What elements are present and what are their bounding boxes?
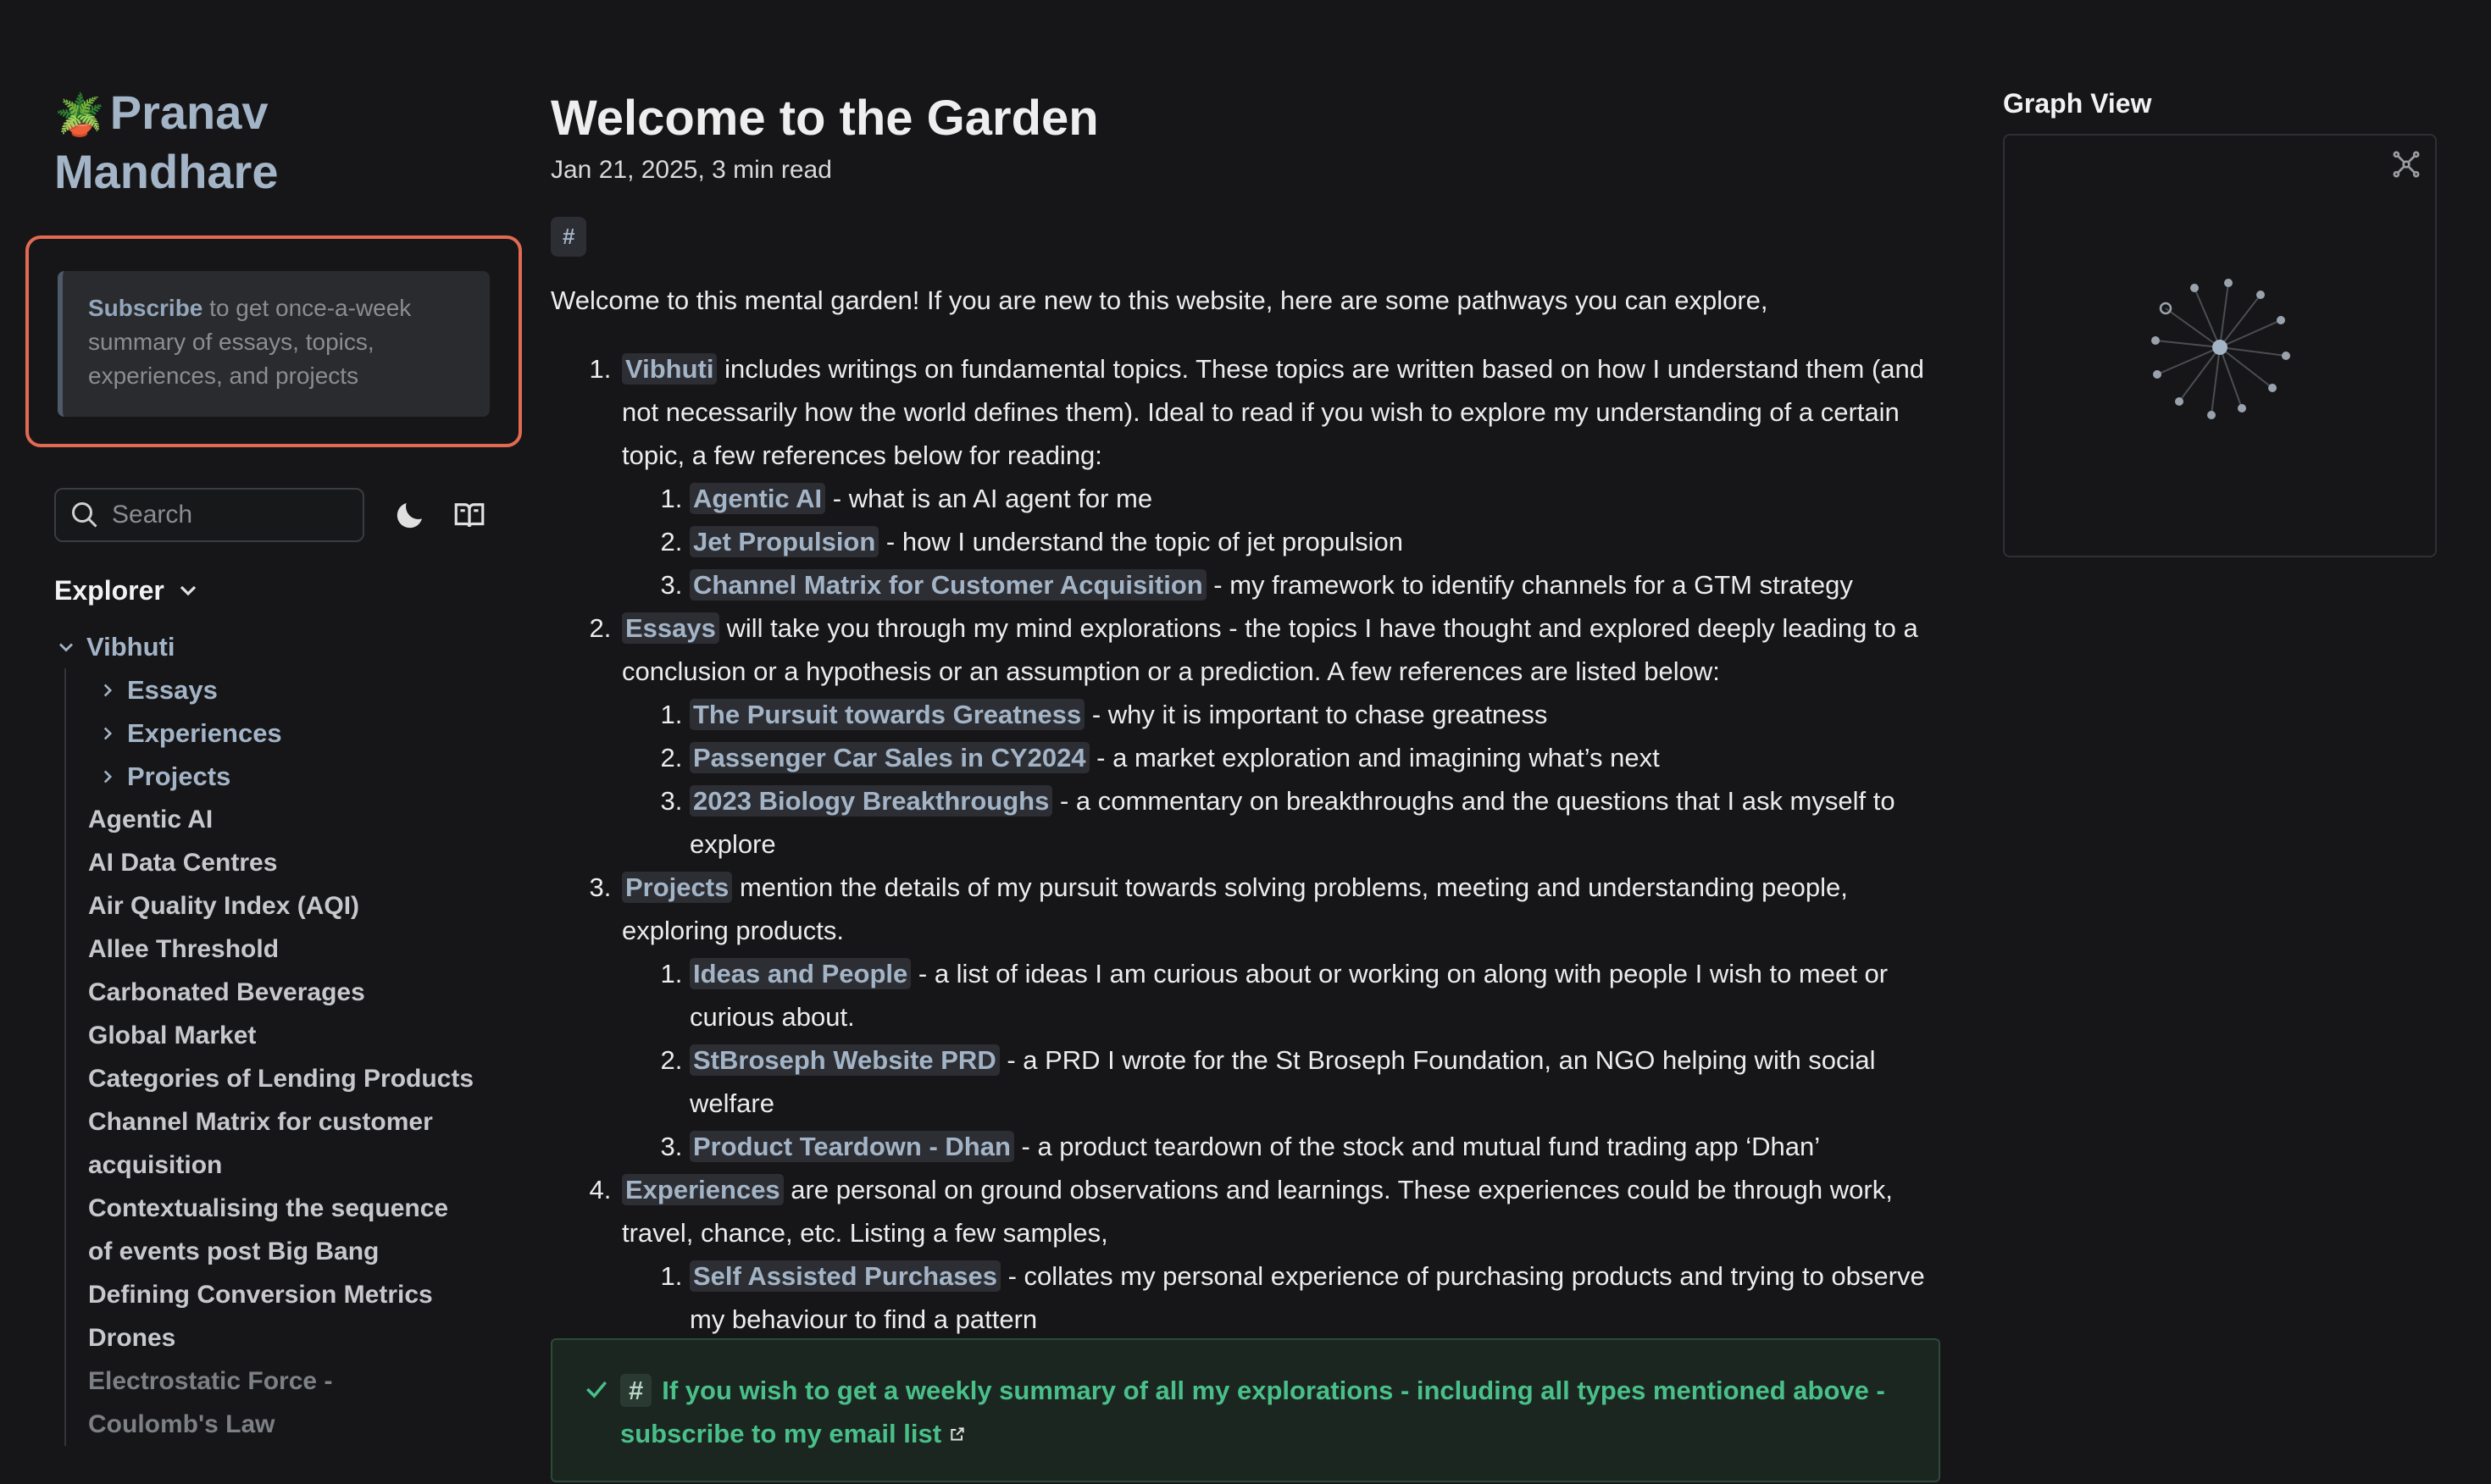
graph-view-title: Graph View: [2003, 88, 2152, 119]
list-item: 1. The Pursuit towards Greatness - why it is important to chase greatness: [690, 693, 1940, 736]
article-meta: Jan 21, 2025, 3 min read: [551, 156, 832, 184]
link-vibhuti[interactable]: Vibhuti: [622, 353, 717, 385]
explorer-item[interactable]: Electrostatic Force - Coulomb's Law: [88, 1367, 333, 1438]
success-callout: [551, 1338, 1940, 1482]
internal-link[interactable]: StBroseph Website PRD: [690, 1044, 1000, 1076]
list-item: 4. Experiences are personal on ground observations and learnings. These experiences could be through work, travel, chance, etc. Listing a few samples, 1. Self Assisted Purchases - collates my personal experience of purchasing products and trying to observe my behaviour to find a pattern 2.: [619, 1168, 1940, 1384]
folder-experiences[interactable]: Experiences: [88, 712, 512, 755]
list-item: 3. Product Teardown - Dhan - a product teardown of the stock and mutual fund trading app ‘Dhan’: [690, 1125, 1940, 1168]
internal-link[interactable]: Product Teardown - Dhan: [690, 1131, 1014, 1162]
folder-projects[interactable]: Projects: [88, 755, 512, 798]
internal-link[interactable]: The Pursuit towards Greatness: [690, 699, 1085, 730]
explorer-item[interactable]: Air Quality Index (AQI): [88, 892, 360, 920]
internal-link[interactable]: Passenger Car Sales in CY2024: [690, 742, 1090, 773]
chevron-down-icon: [54, 635, 78, 659]
list-item: 2. Jet Propulsion - how I understand the topic of jet propulsion: [690, 520, 1940, 563]
explorer-toggle[interactable]: Explorer: [54, 569, 512, 612]
article: [551, 85, 1940, 1384]
search-input[interactable]: [54, 488, 364, 542]
graph-view[interactable]: [2003, 134, 2437, 557]
list-item: 1. Ideas and People - a list of ideas I am curious about or working on along with people I wish to meet or curious about.: [690, 952, 1940, 1038]
callout-tag[interactable]: #: [620, 1374, 652, 1407]
sublist: [622, 477, 1940, 606]
internal-link[interactable]: Agentic AI: [690, 483, 825, 514]
intro-paragraph: Welcome to this mental garden! If you are new to this website, here are some pathways you can explore,: [551, 285, 1768, 315]
callout-link[interactable]: If you wish to get a weekly summary of all my explorations - including all types mentioned above - subscribe to my email list: [620, 1376, 1885, 1448]
book-icon: [452, 497, 487, 533]
pathways-list: [551, 347, 1940, 1384]
search-row: [54, 488, 495, 542]
explorer-item[interactable]: Contextualising the sequence of events post Big Bang: [88, 1194, 449, 1265]
check-icon: [583, 1369, 620, 1455]
list-item: 1. Vibhuti includes writings on fundamental topics. These topics are written based on how I understand them (and not necessarily how the world defines them). Ideal to read if you wish to explore my understanding of a certain topic, a few references below for reading: 1. Agentic AI - what is an AI agent for me 2. Jet Propulsion - how I understand the topic of jet propulsion 3. Channel Matrix for Customer Acquisition - my framework to identify channels for a GTM strategy: [619, 347, 1940, 606]
folder-essays[interactable]: Essays: [88, 668, 512, 712]
list-item: 2. Passenger Car Sales in CY2024 - a market exploration and imagining what’s next: [690, 736, 1940, 779]
list-item: 3. Channel Matrix for Customer Acquisition - my framework to identify channels for a GTM strategy: [690, 563, 1940, 606]
explorer-item[interactable]: Drones: [88, 1324, 176, 1352]
chevron-right-icon: [97, 766, 119, 788]
internal-link[interactable]: Ideas and People: [690, 958, 911, 989]
reader-mode-toggle[interactable]: [446, 491, 493, 539]
folder-vibhuti-children: [64, 668, 512, 1446]
explorer-item[interactable]: Categories of Lending Products: [88, 1065, 474, 1093]
list-item: 1. Agentic AI - what is an AI agent for me: [690, 477, 1940, 520]
explorer-item[interactable]: Agentic AI: [88, 806, 214, 833]
subscribe-blurb[interactable]: Subscribe to get once-a-week summary of essays, topics, experiences, and projects: [58, 271, 490, 417]
explorer-tree: [54, 612, 512, 1459]
chevron-right-icon: [97, 679, 119, 701]
link-experiences[interactable]: Experiences: [622, 1174, 784, 1205]
search-placeholder: Search: [112, 501, 193, 529]
page-title: Welcome to the Garden: [551, 91, 1099, 146]
list-item: 3. 2023 Biology Breakthroughs - a commentary on breakthroughs and the questions that I ask myself to explore: [690, 779, 1940, 866]
explorer-item[interactable]: AI Data Centres: [88, 849, 278, 877]
explorer-item[interactable]: Global Market: [88, 1022, 257, 1049]
link-essays[interactable]: Essays: [622, 612, 719, 644]
list-item: 2. StBroseph Website PRD - a PRD I wrote for the St Broseph Foundation, an NGO helping with social welfare: [690, 1038, 1940, 1125]
explorer-item[interactable]: Channel Matrix for customer acquisition: [88, 1108, 433, 1179]
sidebar-header: [54, 85, 495, 200]
chevron-right-icon: [97, 723, 119, 745]
internal-link[interactable]: 2023 Biology Breakthroughs: [690, 785, 1052, 817]
sublist: [622, 693, 1940, 866]
explorer-item[interactable]: Carbonated Beverages: [88, 978, 365, 1006]
internal-link[interactable]: Channel Matrix for Customer Acquisition: [690, 569, 1207, 601]
potted-plant-icon: 🪴: [54, 93, 105, 138]
list-item: 3. Projects mention the details of my pursuit towards solving problems, meeting and understanding people, exploring products. 1. Ideas and People - a list of ideas I am curious about or working on along with people I wish to meet or curious about. 2. StBroseph Website PRD - a PRD I wrote for the St Broseph Foundation, an NGO helping with social welfare 3. Product Teardown - Dhan - a product teardown of the stock and mutual fund trading app ‘Dhan’: [619, 866, 1940, 1168]
tag-badge[interactable]: #: [551, 217, 586, 257]
list-item: 1. Self Assisted Purchases - collates my personal experience of purchasing products and trying to observe my behaviour to find a pattern: [690, 1254, 1940, 1341]
moon-icon: [392, 497, 428, 533]
site-title[interactable]: 🪴 Pranav Mandhare: [54, 86, 279, 198]
sublist: [622, 952, 1940, 1168]
subscribe-card: [25, 235, 522, 447]
graph-canvas[interactable]: [2005, 136, 2435, 556]
link-projects[interactable]: Projects: [622, 872, 732, 903]
dark-mode-toggle[interactable]: [386, 491, 434, 539]
folder-vibhuti[interactable]: Vibhuti: [54, 625, 512, 668]
internal-link[interactable]: Jet Propulsion: [690, 526, 879, 557]
explorer-item[interactable]: Defining Conversion Metrics: [88, 1281, 433, 1309]
search-icon: [69, 500, 100, 530]
internal-link[interactable]: Self Assisted Purchases: [690, 1260, 1001, 1292]
external-link-icon: [949, 1426, 966, 1442]
list-item: 2. Essays will take you through my mind explorations - the topics I have thought and explored deeply leading to a conclusion or a hypothesis or an assumption or a prediction. A few references are listed below: 1. The Pursuit towards Greatness - why it is important to chase greatness 2. Passenger Car Sales in CY2024 - a market exploration and imagining what’s next 3. 2023 Biology Breakthroughs - a commentary on breakthroughs and the questions that I ask myself to explore: [619, 606, 1940, 866]
subscribe-link[interactable]: Subscribe: [88, 295, 203, 321]
chevron-down-icon: [175, 577, 202, 604]
explorer: [54, 569, 512, 1459]
explorer-item[interactable]: Allee Threshold: [88, 935, 280, 963]
